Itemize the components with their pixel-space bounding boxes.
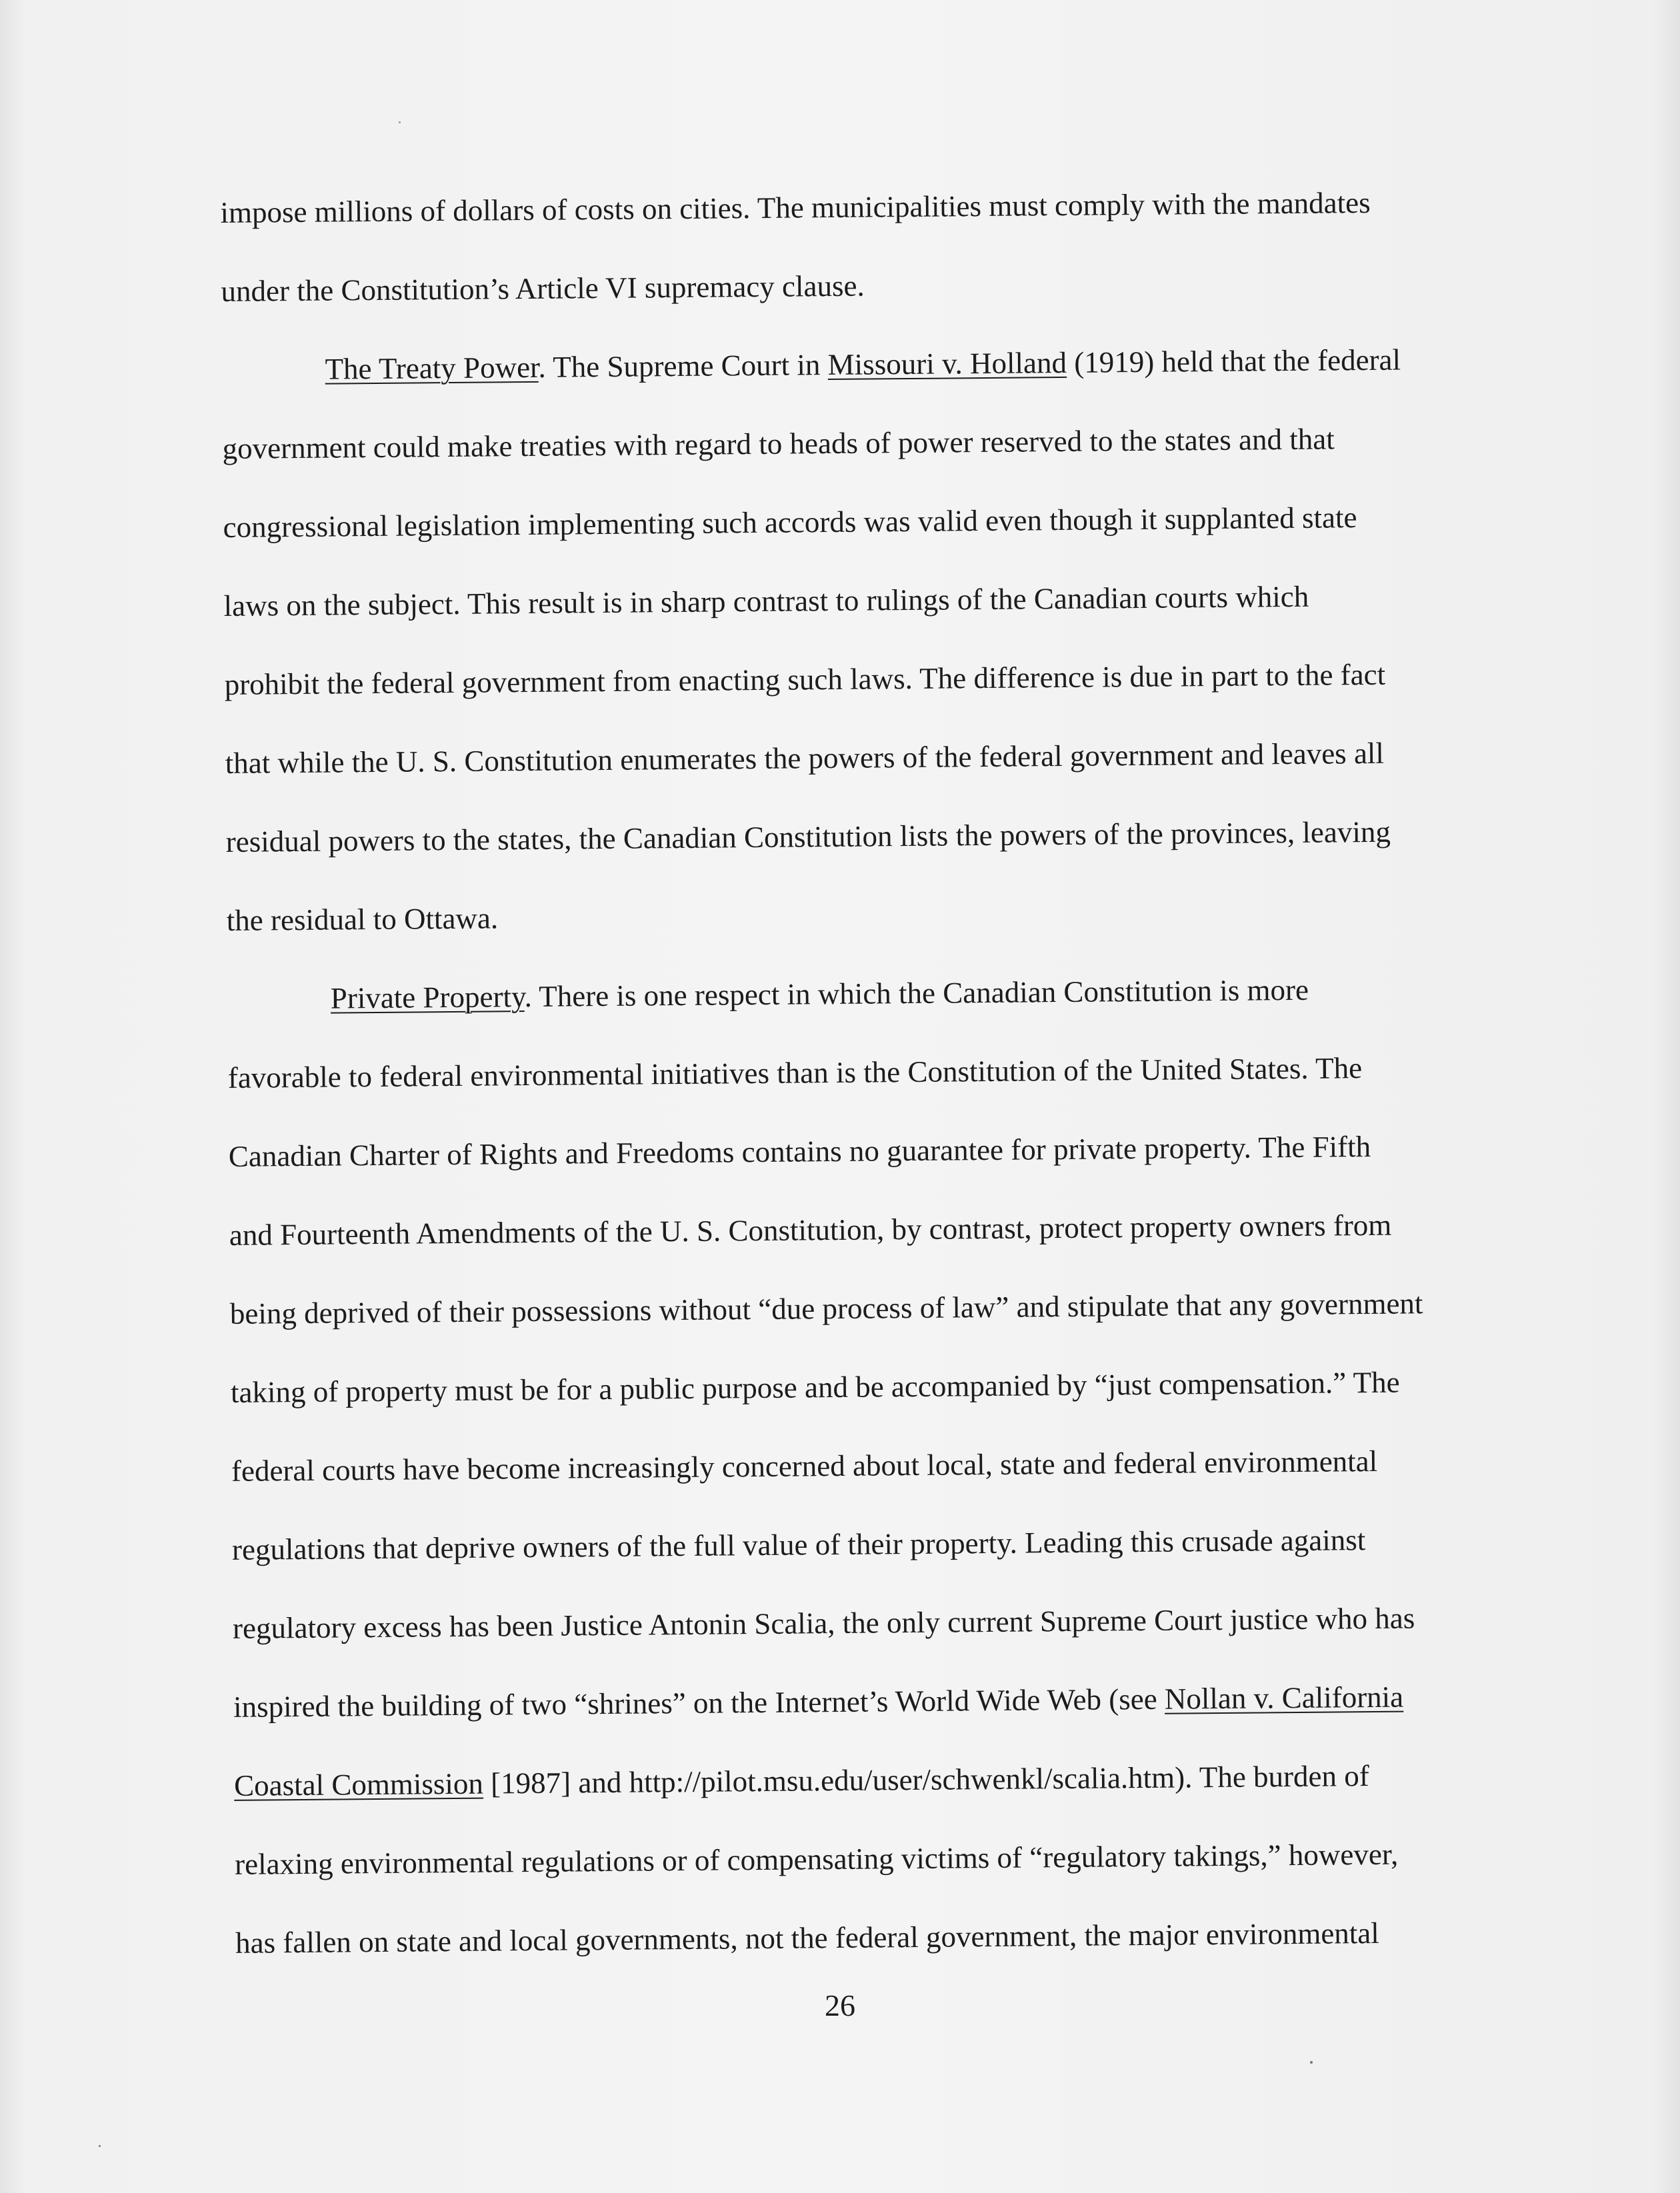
text-run: taking of property must be for a public purpose and be accompanied by “just compensation.” The <box>230 1365 1400 1409</box>
text-run: (1919) held that the federal <box>1066 343 1401 379</box>
text-line <box>227 1027 1595 1117</box>
text-run: inspired the building of two “shrines” on the Internet’s World Wide Web (see <box>233 1682 1165 1724</box>
text-run: congressional legislation implementing such accords was valid even though it supplanted state <box>223 501 1357 544</box>
text-run: impose millions of dollars of costs on cities. The municipalities must comply with the mandates <box>220 185 1371 229</box>
text-run: residual powers to the states, the Canadian Constitution lists the powers of the provinces, leaving <box>225 815 1391 859</box>
text-line <box>227 948 1594 1039</box>
text-run: prohibit the federal government from enacting such laws. The difference is due in part to the fact <box>224 657 1386 701</box>
text-line <box>221 240 1588 331</box>
text-line <box>223 555 1591 645</box>
text-line <box>235 1892 1603 1982</box>
text-run: favorable to federal environmental initiatives than is the Constitution of the United States. The <box>227 1051 1363 1095</box>
text-line <box>230 1341 1597 1432</box>
text-line <box>228 1105 1595 1196</box>
text-run: has fallen on state and local governments, not the federal government, the major environmental <box>235 1916 1379 1960</box>
underlined-text: Private Property <box>330 980 525 1015</box>
text-run: [1987] and http://pilot.msu.edu/user/schwenkl/scalia.htm). The burden of <box>483 1759 1369 1800</box>
paper-speck <box>99 2145 101 2147</box>
text-line <box>223 476 1590 567</box>
text-line <box>234 1734 1601 1825</box>
text-run: the residual to Ottawa. <box>226 901 499 937</box>
text-line <box>232 1498 1599 1589</box>
paper-speck <box>1310 2061 1313 2064</box>
text-run: regulatory excess has been Justice Antonin Scalia, the only current Supreme Court justice who has <box>232 1601 1415 1645</box>
text-run: relaxing environmental regulations or of compensating victims of “regulatory takings,” however, <box>234 1837 1399 1881</box>
text-run: . There is one respect in which the Canadian Constitution is more <box>524 973 1309 1014</box>
body-text <box>220 161 1603 1982</box>
text-line <box>233 1656 1601 1746</box>
text-line <box>225 712 1592 803</box>
text-run: being deprived of their possessions without “due process of law” and stipulate that any government <box>229 1286 1423 1330</box>
text-line <box>235 1813 1602 1904</box>
text-run: that while the U. S. Constitution enumerates the powers of the federal government and leaves all <box>225 736 1385 780</box>
text-line <box>233 1577 1600 1668</box>
text-run: under the Constitution’s Article VI supremacy clause. <box>221 269 865 308</box>
text-line <box>224 633 1591 724</box>
text-run: government could make treaties with regard to heads of power reserved to the states and that <box>222 422 1335 465</box>
text-line <box>225 791 1593 881</box>
text-line <box>220 161 1587 252</box>
text-run: Canadian Charter of Rights and Freedoms contains no guarantee for private property. The Fifth <box>228 1129 1371 1173</box>
text-line <box>229 1184 1596 1274</box>
text-line <box>221 319 1589 409</box>
underlined-text: Nollan v. California <box>1164 1680 1404 1716</box>
text-line <box>222 397 1589 488</box>
text-run: laws on the subject. This result is in sharp contrast to rulings of the Canadian courts which <box>223 579 1309 623</box>
page-number: 26 <box>825 1988 855 2022</box>
text-line <box>231 1420 1598 1510</box>
text-run: and Fourteenth Amendments of the U. S. Constitution, by contrast, protect property owners from <box>229 1208 1392 1252</box>
text-run: . The Supreme Court in <box>538 348 828 384</box>
underlined-text: Coastal Commission <box>233 1766 484 1802</box>
text-run: regulations that deprive owners of the full value of their property. Leading this crusade against <box>231 1523 1366 1566</box>
underlined-text: Missouri v. Holland <box>827 345 1067 382</box>
underlined-text: The Treaty Power <box>325 350 539 386</box>
paper-speck <box>399 121 401 123</box>
text-line <box>229 1262 1597 1353</box>
text-run: federal courts have become increasingly concerned about local, state and federal environmental <box>231 1444 1378 1488</box>
text-line <box>226 869 1593 960</box>
